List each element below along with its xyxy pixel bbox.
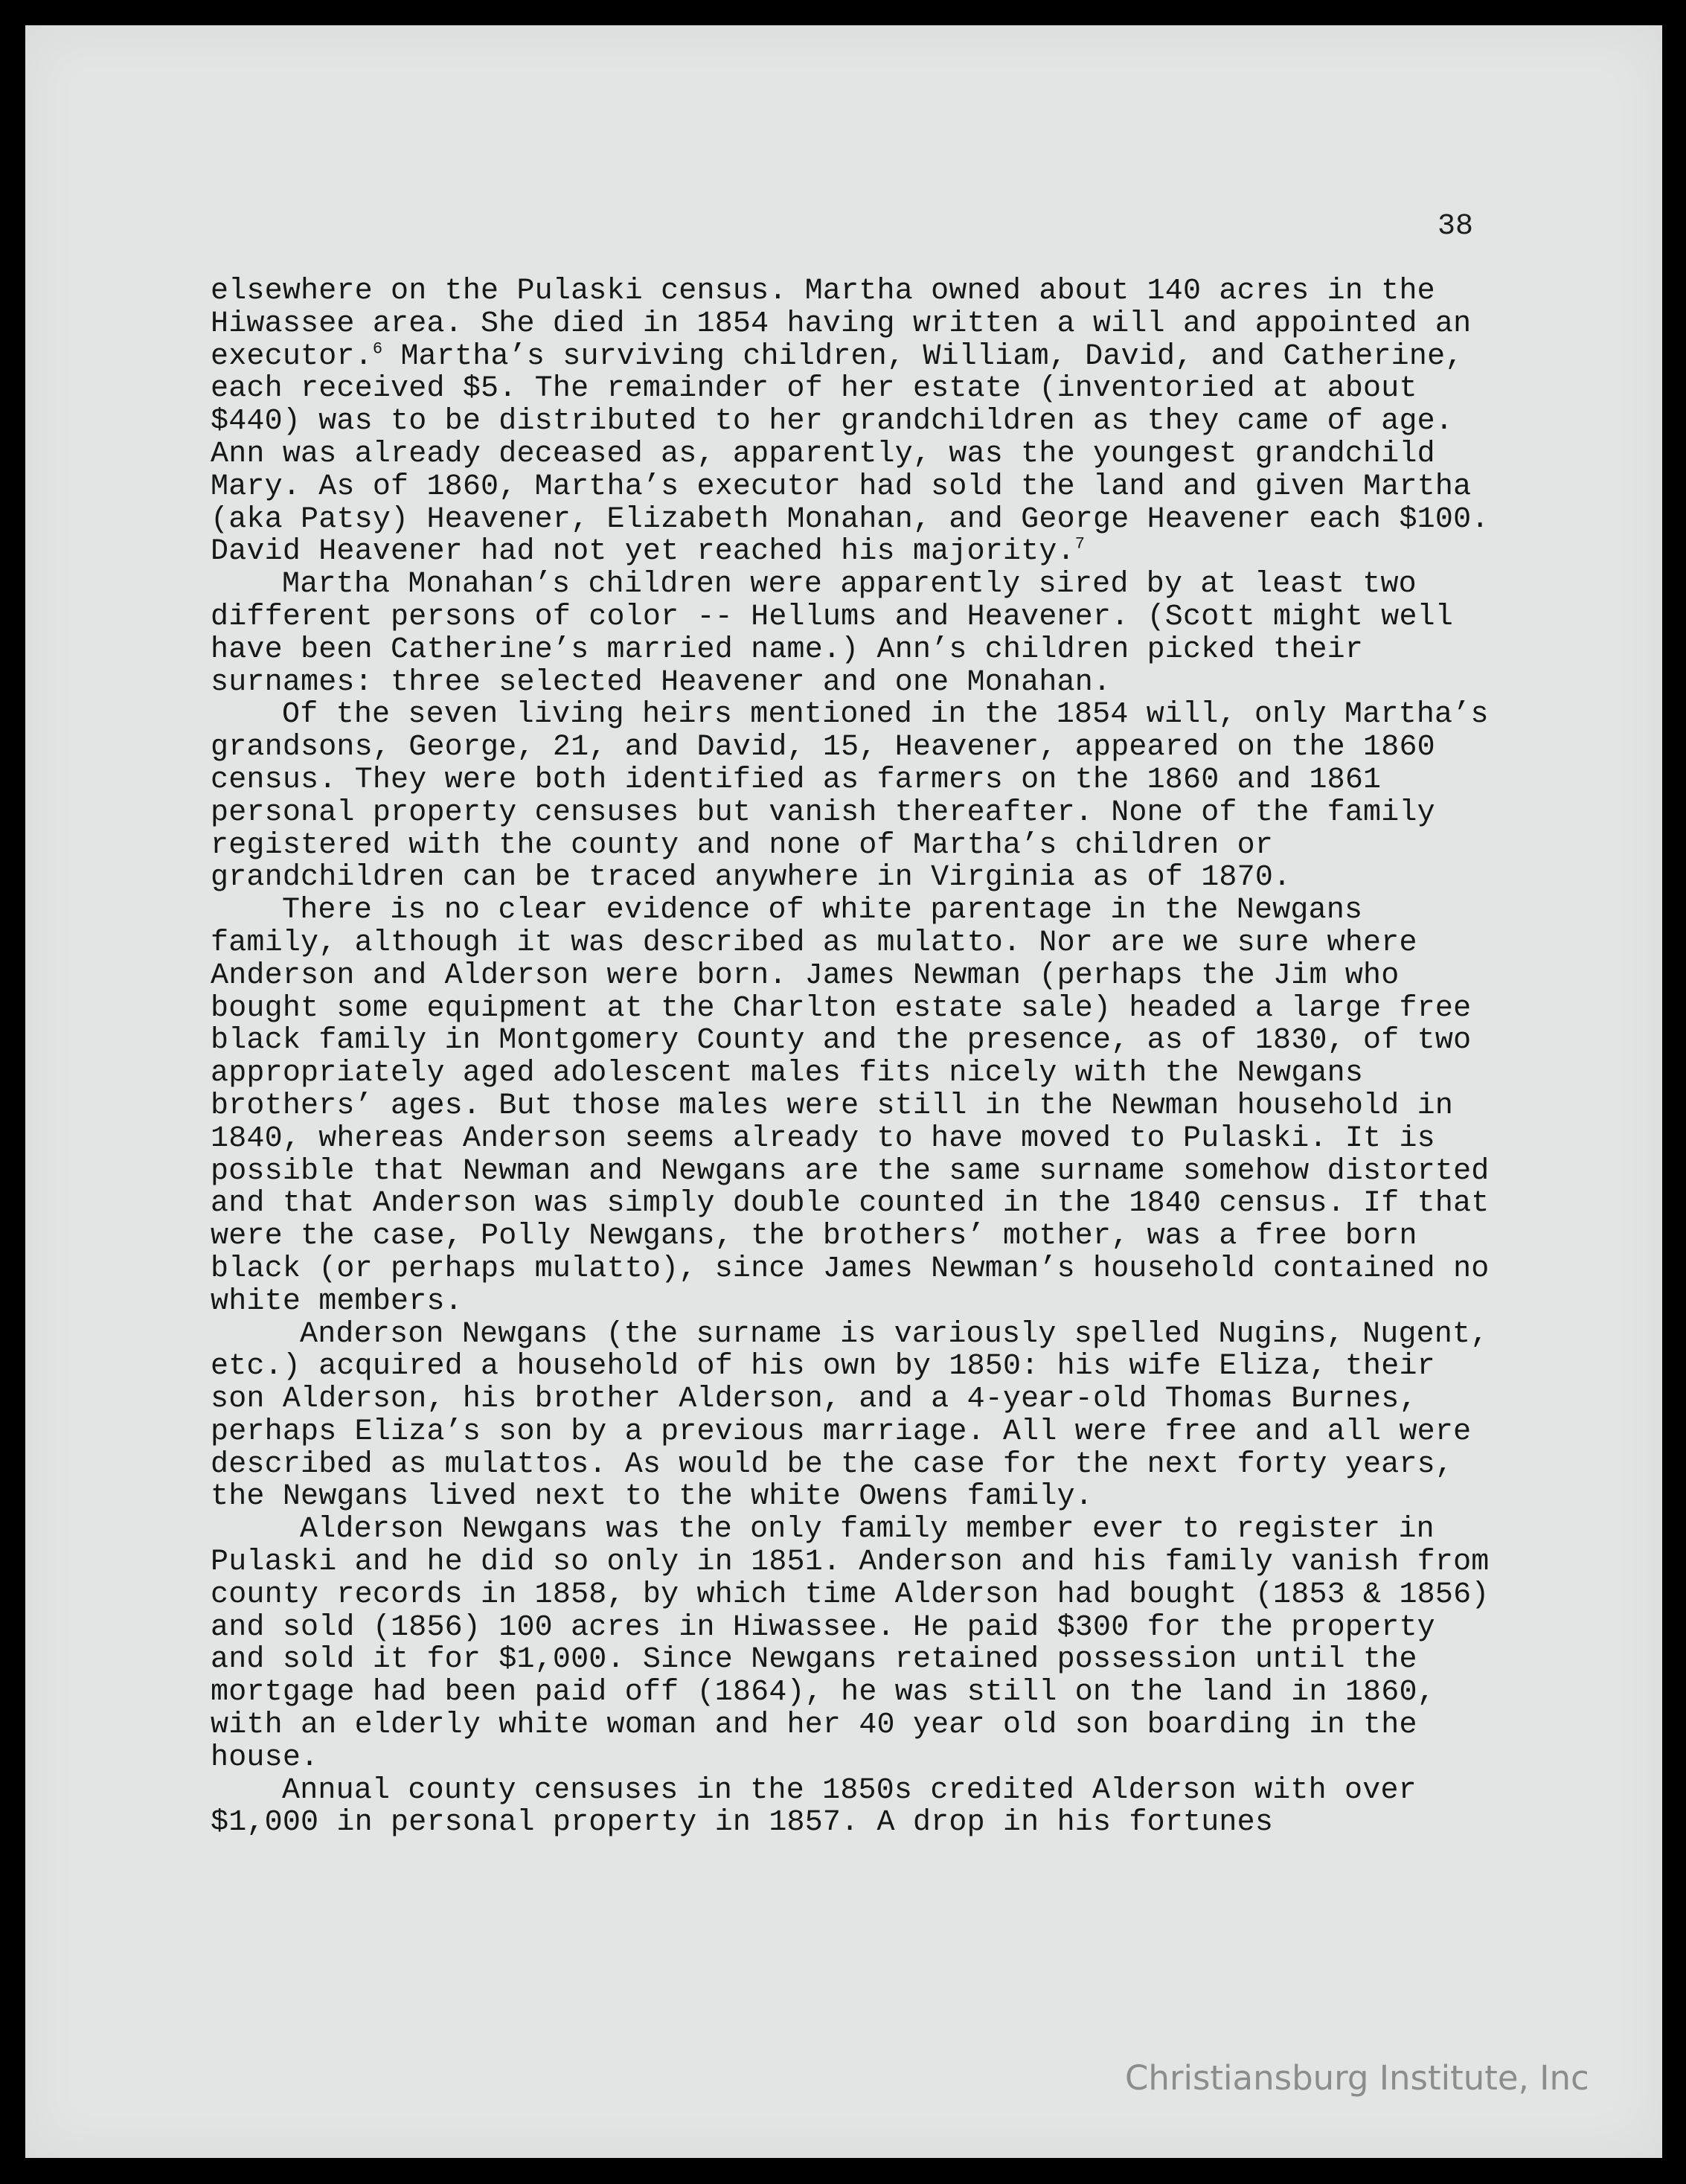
body-text xyxy=(211,275,1490,1839)
footnote-marker: 7 xyxy=(1074,535,1086,554)
paragraph-text: Martha’s surviving children, William, David, and Catherine, each received $5. The remainder of her estate (inventoried at about $440) was to be distributed to her grandchildren as they came of age. Ann was already deceased as, apparently, was the youngest grandchild Mary. As of 1860, Martha’s executor had sold the land and given Martha (aka Patsy) Heavener, Elizabeth Monahan, and George Heavener each $100. David Heavener had not yet reached his majority. xyxy=(211,339,1490,569)
paragraph-7 xyxy=(211,1775,1490,1840)
watermark-text: Christiansburg Institute, Inc xyxy=(1125,2058,1589,2098)
paragraph-text: Alderson Newgans was the only family member ever to register in Pulaski and he did so only in 1851. Anderson and his family vanish from county records in 1858, by which time Alderson had bought (1853 & 1856) and sold (1856) 100 acres in Hiwassee. He paid $300 for the property and sold it for $1,000. Since Newgans retained possession until the mortgage had been paid off (1864), he was still on the land in 1860, with an elderly white woman and her 40 year old son boarding in the house. xyxy=(211,1513,1490,1775)
paragraph-text: elsewhere on the Pulaski census. Martha owned about 140 acres in the Hiwassee area. She died in 1854 having written a will and appointed an executor. xyxy=(211,275,1472,374)
footnote-marker: 6 xyxy=(372,339,383,359)
paragraph-text: There is no clear evidence of white parentage in the Newgans family, although it was described as mulatto. Nor are we sure where Anderson and Alderson were born. James Newman (perhaps the Jim who bought some equipment at the Charlton estate sale) headed a large free black family in Montgomery County and the presence, as of 1830, of two appropriately aged adolescent males fits nicely with the Newgans brothers’ ages. But those males were still in the Newman household in 1840, whereas Anderson seems already to have moved to Pulaski. It is possible that Newman and Newgans are the same surname somehow distorted and that Anderson was simply double counted in the 1840 census. If that were the case, Polly Newgans, the brothers’ mother, was a free born black (or perhaps mulatto), since James Newman’s household contained no white members. xyxy=(211,894,1490,1319)
paragraph-text: Martha Monahan’s children were apparently sired by at least two different persons of color -- Hellums and Heavener. (Scott might well have been Catherine’s married name.) Ann’s children picked their surnames: three selected Heavener and one Monahan. xyxy=(211,568,1454,699)
paragraph-3 xyxy=(211,699,1490,894)
paragraph-text: Annual county censuses in the 1850s credited Alderson with over $1,000 in personal property in 1857. A drop in his fortunes xyxy=(211,1773,1417,1840)
paragraph-4 xyxy=(211,894,1490,1318)
paragraph-5 xyxy=(211,1319,1490,1514)
paragraph-text: Of the seven living heirs mentioned in the 1854 will, only Martha’s grandsons, George, 21, and David, 15, Heavener, appeared on the 1860 census. They were both identified as farmers on the 1860 and 1861 personal property censuses but vanish thereafter. None of the family registered with the county and none of Martha’s children or grandchildren can be traced anywhere in Virginia as of 1870. xyxy=(211,698,1489,895)
paragraph-1 xyxy=(211,275,1490,569)
paragraph-2 xyxy=(211,569,1490,699)
paragraph-6 xyxy=(211,1514,1490,1774)
paragraph-text: Anderson Newgans (the surname is variously spelled Nugins, Nugent, etc.) acquired a household of his own by 1850: his wife Eliza, their son Alderson, his brother Alderson, and a 4-year-old Thomas Burnes, perhaps Eliza’s son by a previous marriage. All were free and all were described as mulattos. As would be the case for the next forty years, the Newgans lived next to the white Owens family. xyxy=(211,1317,1489,1514)
page-number: 38 xyxy=(1437,210,1474,243)
